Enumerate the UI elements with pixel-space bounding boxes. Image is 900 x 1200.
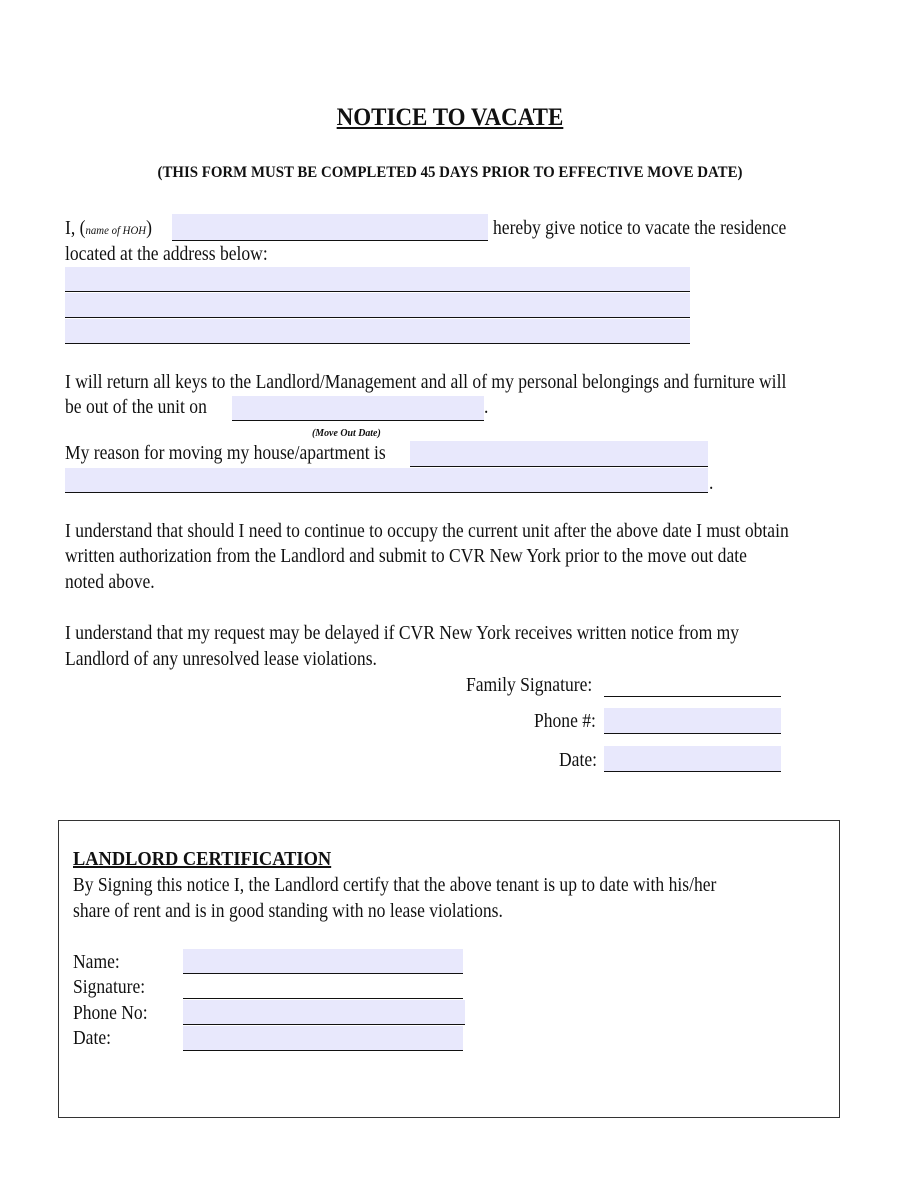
understand1-line3: noted above. bbox=[65, 572, 155, 593]
landlord-name-label: Name: bbox=[73, 952, 120, 973]
understand2-line2: Landlord of any unresolved lease violations. bbox=[65, 649, 377, 670]
reason-field-line2[interactable] bbox=[65, 468, 708, 493]
reason-period: . bbox=[709, 473, 714, 494]
hoh-name-field[interactable] bbox=[172, 214, 488, 241]
intro-suffix: hereby give notice to vacate the residence bbox=[493, 218, 787, 239]
keys-line1: I will return all keys to the Landlord/Management and all of my personal belongings and furniture will bbox=[65, 372, 787, 393]
move-out-date-field[interactable] bbox=[232, 396, 484, 421]
form-subtitle: (THIS FORM MUST BE COMPLETED 45 DAYS PRIOR TO EFFECTIVE MOVE DATE) bbox=[157, 164, 743, 181]
landlord-date-field[interactable] bbox=[183, 1026, 463, 1051]
phone-label: Phone #: bbox=[534, 711, 596, 732]
form-title: NOTICE TO VACATE bbox=[336, 104, 564, 131]
reason-label: My reason for moving my house/apartment is bbox=[65, 443, 386, 464]
understand2-line1: I understand that my request may be delayed if CVR New York receives written notice from my bbox=[65, 623, 740, 644]
landlord-certification-title: LANDLORD CERTIFICATION bbox=[73, 848, 332, 870]
move-out-label: (Move Out Date) bbox=[312, 427, 381, 439]
intro-prefix: I, (name of HOH) bbox=[65, 218, 152, 239]
address-field-line1[interactable] bbox=[65, 267, 690, 292]
landlord-date-label: Date: bbox=[73, 1028, 112, 1049]
landlord-text-line2: share of rent and is in good standing with no lease violations. bbox=[73, 901, 503, 922]
understand1-line1: I understand that should I need to continue to occupy the current unit after the above date I must obtain bbox=[65, 521, 789, 542]
reason-field-line1[interactable] bbox=[410, 441, 708, 467]
keys-line2: be out of the unit on bbox=[65, 397, 207, 418]
family-signature-label: Family Signature: bbox=[466, 675, 593, 696]
landlord-signature-label: Signature: bbox=[73, 977, 146, 998]
phone-field[interactable] bbox=[604, 708, 781, 734]
keys-period: . bbox=[484, 397, 489, 418]
hoh-label: name of HOH bbox=[85, 223, 147, 237]
landlord-text-line1: By Signing this notice I, the Landlord certify that the above tenant is up to date with his/her bbox=[73, 875, 717, 896]
family-signature-field[interactable] bbox=[604, 672, 781, 697]
landlord-phone-label: Phone No: bbox=[73, 1003, 148, 1024]
understand1-line2: written authorization from the Landlord and submit to CVR New York prior to the move out date bbox=[65, 546, 747, 567]
landlord-phone-field[interactable] bbox=[183, 1000, 465, 1025]
landlord-signature-field[interactable] bbox=[183, 974, 463, 999]
date-label: Date: bbox=[559, 750, 598, 771]
date-field[interactable] bbox=[604, 746, 781, 772]
address-field-line3[interactable] bbox=[65, 319, 690, 344]
intro-line2: located at the address below: bbox=[65, 244, 268, 265]
address-field-line2[interactable] bbox=[65, 293, 690, 318]
landlord-name-field[interactable] bbox=[183, 949, 463, 974]
